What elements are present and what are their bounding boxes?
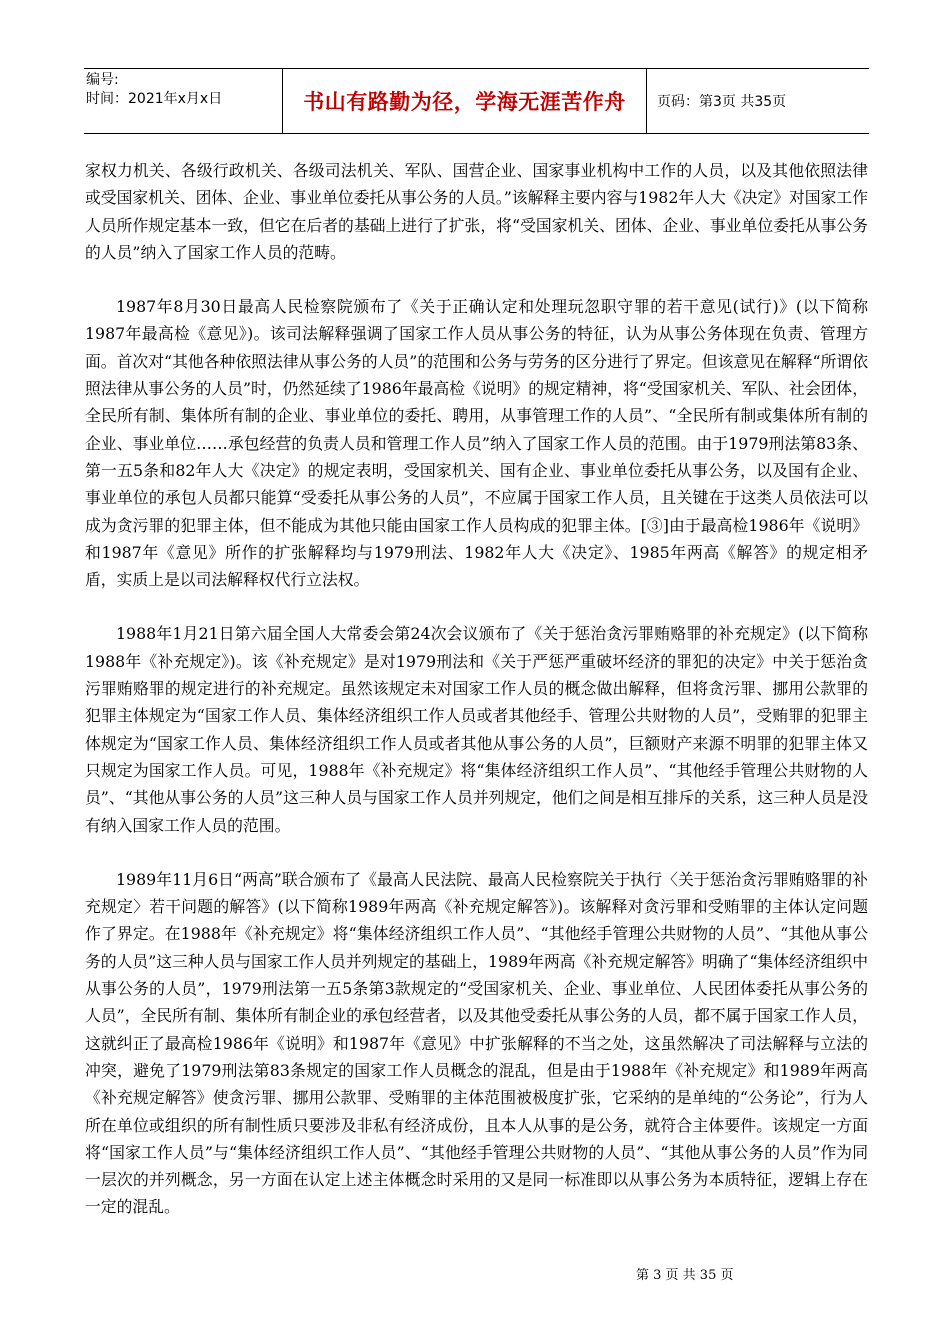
paragraph-continued: 家权力机关、各级行政机关、各级司法机关、军队、国营企业、国家事业机构中工作的人员，以及其他依照法律或受国家机关、团体、企业、事业单位委托从事公务的人员。”该解释主要内容与1982年人大《决定》对国家工作人员所作规定基本一致，但它在后者的基础上进行了扩张，将“受国家机关、团体、企业、事业单位委托从事公务的人员”纳入了国家工作人员的范畴。 <box>85 161 868 262</box>
header-page-info: 页码：第3页 共35页 <box>657 94 787 110</box>
header-top-rule <box>84 68 869 69</box>
header-page-info-cell <box>647 68 869 134</box>
document-time: 时间：2021年x月x日 <box>86 91 223 107</box>
paragraph-1988: 1988年1月21日第六届全国人大常委会第24次会议颁布了《关于惩治贪污罪贿赂罪的补充规定》(以下简称1988年《补充规定》)。该《补充规定》是对1979刑法和《关于严惩严重破坏经济的罪犯的决定》中关于惩治贪污罪贿赂罪的规定进行的补充规定。虽然该规定未对国家工作人员的概念做出解释，但将贪污罪、挪用公款罪的犯罪主体规定为“国家工作人员、集体经济组织工作人员或者其他经手、管理公共财物的人员”，受贿罪的犯罪主体规定为“国家工作人员、集体经济组织工作人员或者其他从事公务的人员”，巨额财产来源不明罪的犯罪主体又只规定为国家工作人员。可见，1988年《补充规定》将“集体经济组织工作人员”、“其他经手管理公共财物的人员”、“其他从事公务的人员”这三种人员与国家工作人员并列规定，他们之间是相互排斥的关系，这三种人员是没有纳入国家工作人员的范围。 <box>85 624 868 835</box>
header-motto: 书山有路勤为径，学海无涯苦作舟 <box>303 90 626 114</box>
footer-page-number: 第 3 页 共 35 页 <box>636 1268 734 1283</box>
document-body <box>85 157 868 1221</box>
document-number-label: 编号: <box>86 72 119 88</box>
page-header <box>84 68 869 134</box>
paragraph-1987: 1987年8月30日最高人民检察院颁布了《关于正确认定和处理玩忽职守罪的若干意见(试行)》(以下简称1987年最高检《意见》)。该司法解释强调了国家工作人员从事公务的特征，认为从事公务体现在负责、管理方面。首次对“其他各种依照法律从事公务的人员”的范围和公务与劳务的区分进行了界定。但该意见在解释“所谓依照法律从事公务的人员”时，仍然延续了1986年最高检《说明》的规定精神，将“受国家机关、军队、社会团体，全民所有制、集体所有制的企业、事业单位的委托、聘用，从事管理工作的人员”、“全民所有制或集体所有制的企业、事业单位……承包经营的负责人员和管理工作人员”纳入了国家工作人员的范围。由于1979刑法第83条、第一五5条和82年人大《决定》的规定表明，受国家机关、国有企业、事业单位委托从事公务，以及国有企业、事业单位的承包人员都只能算“受委托从事公务的人员”，不应属于国家工作人员，且关键在于这类人员依法可以成为贪污罪的犯罪主体，但不能成为其他只能由国家工作人员构成的犯罪主体。[③]由于最高检1986年《说明》和1987年《意见》所作的扩张解释均与1979刑法、1982年人大《决定》、1985年两高《解答》的规定相矛盾，实质上是以司法解释权代行立法权。 <box>85 297 869 590</box>
header-meta <box>84 68 282 134</box>
paragraph-1989: 1989年11月6日“两高”联合颁布了《最高人民法院、最高人民检察院关于执行〈关于惩治贪污罪贿赂罪的补充规定〉若干问题的解答》(以下简称1989年两高《补充规定解答》)。该解释对贪污罪和受贿罪的主体认定问题作了界定。在1988年《补充规定》将“集体经济组织工作人员”、“其他经手管理公共财物的人员”、“其他从事公务的人员”这三种人员与国家工作人员并列规定的基础上，1989年两高《补充规定解答》明确了“集体经济组织中从事公务的人员”，1979刑法第一五5条第3款规定的“受国家机关、企业、事业单位、人民团体委托从事公务的人员”，全民所有制、集体所有制企业的承包经营者，以及其他受委托从事公务的人员，都不属于国家工作人员，这就纠正了最高检1986年《说明》和1987年《意见》中扩张解释的不当之处，这虽然解决了司法解释与立法的冲突，避免了1979刑法第83条规定的国家工作人员概念的混乱，但是由于1988年《补充规定》和1989年两高《补充规定解答》使贪污罪、挪用公款罪、受贿罪的主体范围被极度扩张，它采纳的是单纯的“公务论”，行为人所在单位或组织的所有制性质只要涉及非私有经济成份，且本人从事的是公务，就符合主体要件。该规定一方面将“国家工作人员”与“集体经济组织工作人员”、“其他经手管理公共财物的人员”、“其他从事公务的人员”作为同一层次的并列概念，另一方面在认定上述主体概念时采用的又是同一标准即以从事公务为本质特征，逻辑上存在一定的混乱。 <box>85 869 869 1217</box>
header-motto-cell <box>282 68 647 134</box>
header-bottom-rule <box>84 133 869 134</box>
page-footer <box>636 1264 733 1283</box>
